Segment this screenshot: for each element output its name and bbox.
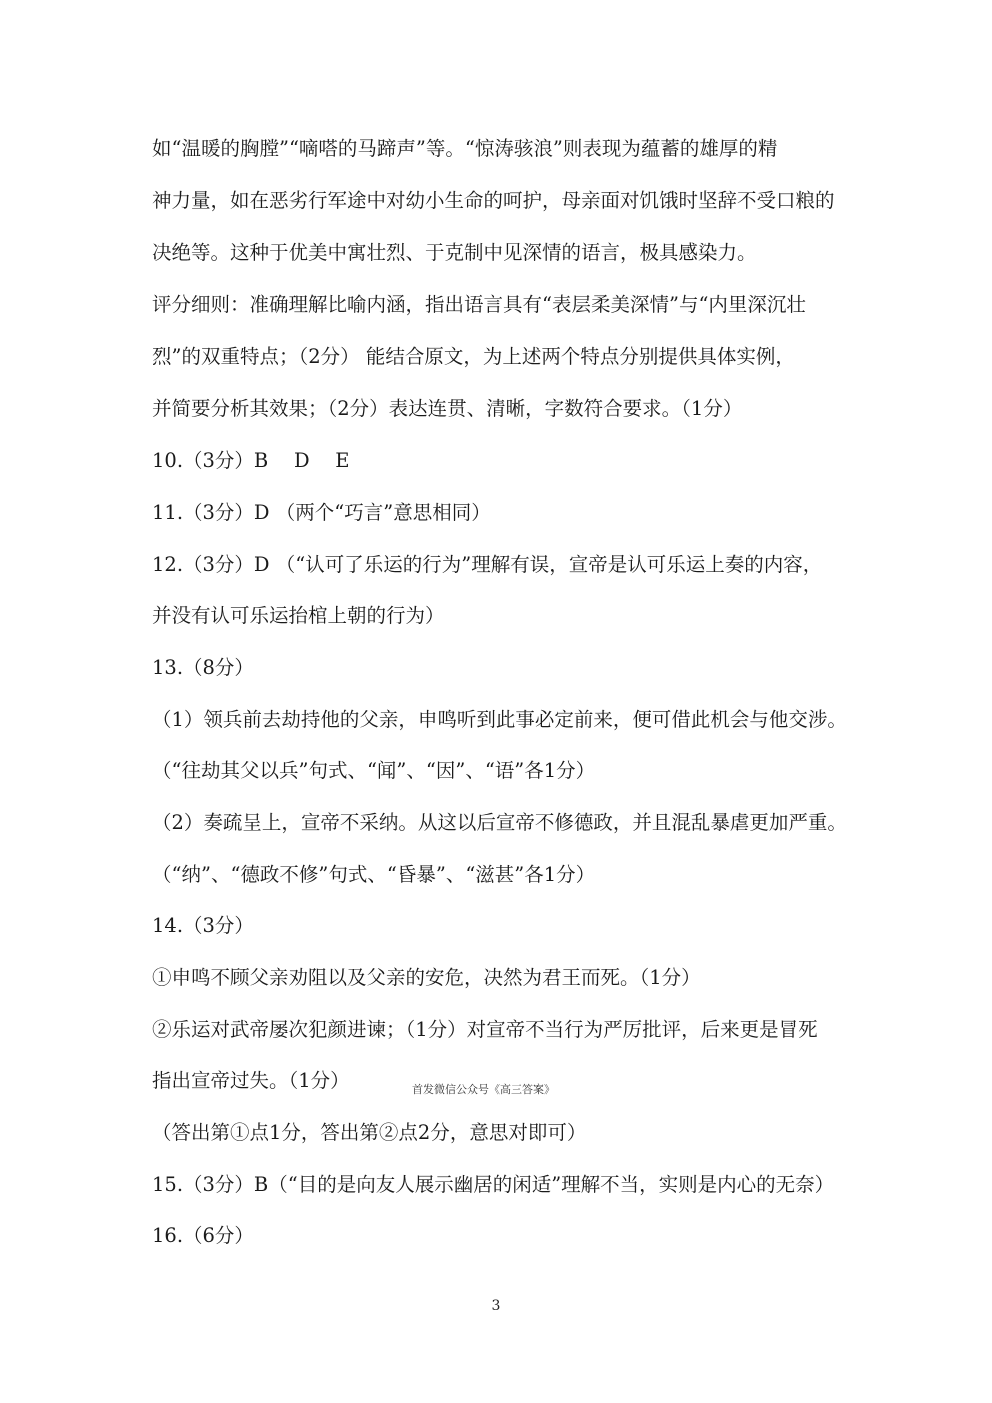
text-line: 烈”的双重特点；（2分） 能结合原文，为上述两个特点分别提供具体实例， — [152, 345, 795, 368]
answer-14: 14.（3分） — [152, 914, 254, 937]
page-number: 3 — [491, 1298, 501, 1314]
text-line: 并简要分析其效果；（2分）表达连贯、清晰，字数符合要求。（1分） — [152, 397, 743, 420]
answer-10: 10.（3分）B D E — [152, 449, 350, 472]
text-line: （1）领兵前去劫持他的父亲，申鸣听到此事必定前来，便可借此机会与他交涉。 — [152, 708, 847, 731]
text-line: （“往劫其父以兵”句式、“闻”、“因”、“语”各1分） — [152, 759, 596, 782]
text-line: （2）奏疏呈上，宣帝不采纳。从这以后宣帝不修德政，并且混乱暴虐更加严重。 — [152, 811, 847, 834]
text-line: 如“温暖的胸膛”“嘀嗒的马蹄声”等。“惊涛骇浪”则表现为蕴蓄的雄厚的精 — [152, 137, 778, 160]
answer-13: 13.（8分） — [152, 656, 254, 679]
text-line: （“纳”、“德政不修”句式、“昏暴”、“滋甚”各1分） — [152, 863, 596, 886]
answer-11: 11.（3分）D （两个“巧言”意思相同） — [152, 501, 491, 524]
text-line: 指出宣帝过失。（1分） — [152, 1069, 350, 1092]
answer-15: 15.（3分）B（“目的是向友人展示幽居的闲适”理解不当，实则是内心的无奈） — [152, 1173, 835, 1196]
text-line: 评分细则：准确理解比喻内涵，指出语言具有“表层柔美深情”与“内里深沉壮 — [152, 293, 806, 316]
text-line: 并没有认可乐运抬棺上朝的行为） — [152, 604, 445, 627]
answer-16: 16.（6分） — [152, 1224, 254, 1247]
text-line: ②乐运对武帝屡次犯颜进谏；（1分）对宣帝不当行为严厉批评，后来更是冒死 — [152, 1018, 818, 1041]
answer-12: 12.（3分）D （“认可了乐运的行为”理解有误，宣帝是认可乐运上奏的内容， — [152, 553, 823, 576]
text-line: （答出第①点1分，答出第②点2分，意思对即可） — [152, 1121, 587, 1144]
text-line: 决绝等。这种于优美中寓壮烈、于克制中见深情的语言，极具感染力。 — [152, 241, 757, 264]
watermark-text: 首发微信公众号《高三答案》 — [412, 1083, 555, 1096]
text-line: ①申鸣不顾父亲劝阻以及父亲的安危，决然为君王而死。（1分） — [152, 966, 701, 989]
text-line: 神力量，如在恶劣行军途中对幼小生命的呵护，母亲面对饥饿时坚辞不受口粮的 — [152, 189, 835, 212]
